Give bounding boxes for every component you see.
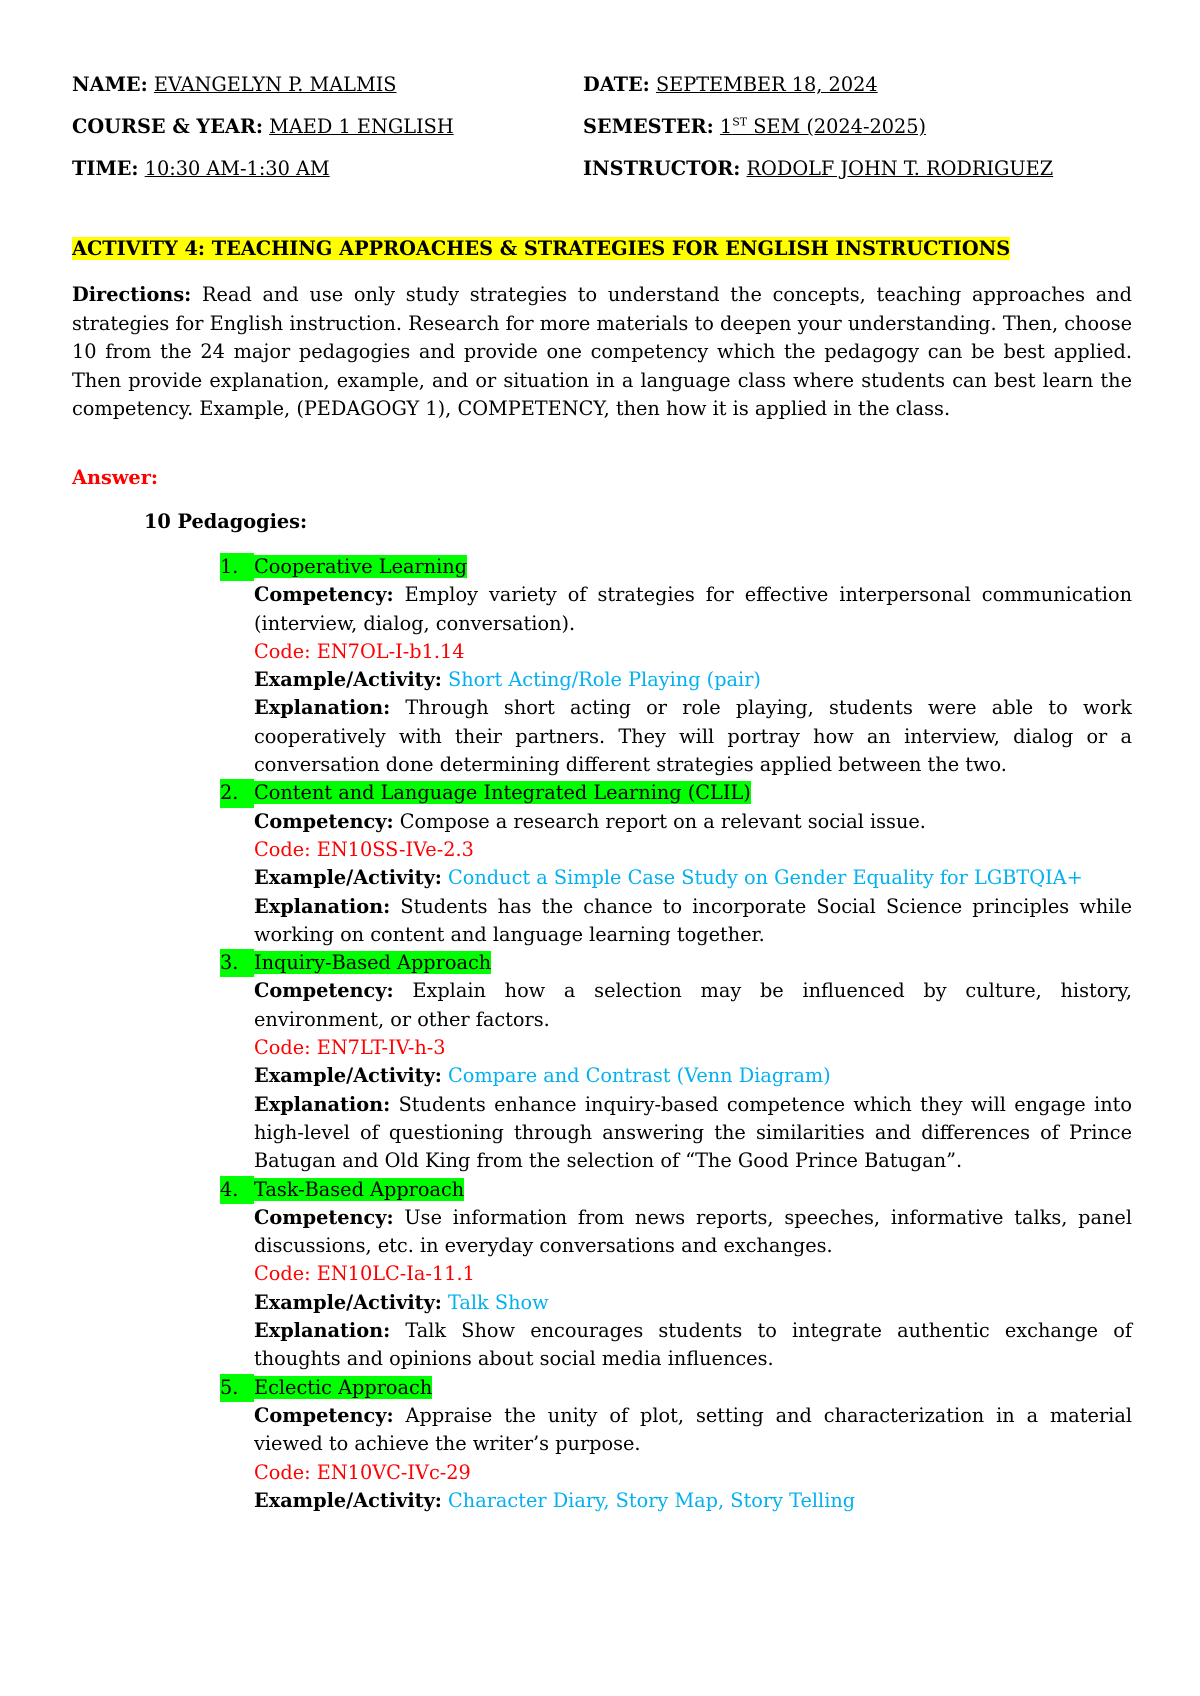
item-explanation: [254, 1091, 1132, 1176]
explanation-label: Explanation:: [254, 894, 391, 918]
item-code: Code: EN7OL-I-b1.14: [254, 639, 465, 663]
semester-value: [720, 115, 926, 138]
explanation-label: Explanation:: [254, 696, 391, 720]
answer-label: Answer:: [72, 466, 158, 489]
item-number: 2.: [220, 779, 254, 807]
competency-text: Employ variety of strategies for effective interpersonal communication (interview, dialog, conversation).: [254, 583, 1132, 635]
time-value: 10:30 AM-1:30 AM: [144, 157, 330, 180]
directions-text: Read and use only study strategies to understand the concepts, teaching approaches and strategies for English instruction. Research for more materials to deepen your understanding. Then, choose 10 from the 24 major pedagogies and provide one competency which the pedagogy can be best applied. Then provide explanation, example, and or situation in a language class where students can best learn the competency. Example, (PEDAGOGY 1), COMPETENCY, then how it is applied in the class.: [72, 283, 1132, 420]
name-label: NAME:: [72, 73, 148, 96]
name-field: [72, 73, 397, 96]
example-text: Conduct a Simple Case Study on Gender Equality for LGBTQIA+: [448, 866, 1083, 890]
competency-label: Competency:: [254, 809, 394, 833]
item-explanation: [254, 1317, 1132, 1374]
competency-label: Competency:: [254, 1205, 394, 1229]
item-number: 1.: [220, 553, 254, 581]
explanation-text: Students enhance inquiry-based competence which they will engage into high-level of questioning through answering the similarities and differences of Prince Batugan and Old King from the selection of “The Good Prince Batugan”.: [254, 1092, 1132, 1173]
activity-title: [72, 237, 1010, 260]
activity-title-text: ACTIVITY 4: TEACHING APPROACHES & STRATEGIES FOR ENGLISH INSTRUCTIONS: [72, 237, 1011, 260]
date-field: [583, 73, 878, 96]
course-field: [72, 115, 454, 138]
directions-paragraph: [72, 281, 1132, 424]
item-heading: [220, 553, 1132, 581]
instructor-value: RODOLF JOHN T. RODRIGUEZ: [746, 157, 1054, 180]
item-title: Eclectic Approach: [254, 1375, 433, 1399]
item-explanation: [254, 694, 1132, 779]
explanation-text: Students has the chance to incorporate Social Science principles while working on content and language learning together.: [254, 894, 1132, 946]
competency-text: Use information from news reports, speeches, informative talks, panel discussions, etc. in everyday conversations and exchanges.: [254, 1205, 1132, 1258]
competency-text: Explain how a selection may be influenced by culture, history, environment, or other factors.: [254, 979, 1132, 1031]
instructor-label: INSTRUCTOR:: [583, 157, 741, 180]
explanation-text: Through short acting or role playing, students were able to work cooperatively with their partners. They will portray how an interview, dialog or a conversation done determining different strategies applied between the two.: [254, 696, 1132, 777]
explanation-label: Explanation:: [254, 1092, 391, 1116]
pedagogy-item: [220, 779, 1132, 949]
date-label: DATE:: [583, 73, 650, 96]
instructor-field: [583, 157, 1053, 180]
item-heading: [220, 1374, 1132, 1402]
item-heading: [220, 779, 1132, 807]
item-heading: [220, 1176, 1132, 1204]
item-example: [254, 864, 1132, 892]
item-title: Task-Based Approach: [254, 1177, 465, 1201]
competency-label: Competency:: [254, 1403, 394, 1427]
item-code: Code: EN10VC-IVc-29: [254, 1460, 471, 1484]
directions-label: Directions:: [72, 283, 192, 306]
example-text: Short Acting/Role Playing (pair): [448, 668, 761, 692]
semester-num: 1: [719, 115, 733, 138]
item-title: Content and Language Integrated Learning (CLIL): [254, 781, 751, 805]
semester-rest: SEM (2024-2025): [747, 115, 927, 138]
item-competency: [254, 808, 1132, 836]
item-example: [254, 1289, 1132, 1317]
item-title: Inquiry-Based Approach: [254, 951, 492, 975]
item-example: [254, 1487, 1132, 1515]
example-label: Example/Activity:: [254, 1064, 442, 1088]
pedagogy-item: [220, 553, 1132, 779]
item-number: 3.: [220, 949, 254, 977]
semester-field: [583, 115, 926, 138]
name-value: EVANGELYN P. MALMIS: [153, 73, 397, 96]
pedagogy-item: [220, 949, 1132, 1175]
item-number: 4.: [220, 1176, 254, 1204]
item-number: 5.: [220, 1374, 254, 1402]
course-value: MAED 1 ENGLISH: [269, 115, 454, 138]
example-label: Example/Activity:: [254, 1488, 442, 1512]
item-example: [254, 1062, 1132, 1090]
explanation-label: Explanation:: [254, 1319, 391, 1343]
example-label: Example/Activity:: [254, 668, 442, 692]
item-code: Code: EN10LC-Ia-11.1: [254, 1262, 475, 1286]
item-competency: [254, 581, 1132, 638]
item-heading: [220, 949, 1132, 977]
competency-text: Appraise the unity of plot, setting and characterization in a material viewed to achieve the writer’s purpose.: [254, 1403, 1132, 1456]
competency-text: Compose a research report on a relevant social issue.: [393, 809, 926, 833]
date-value: SEPTEMBER 18, 2024: [655, 73, 878, 96]
semester-sup: ST: [732, 115, 748, 129]
course-label: COURSE & YEAR:: [72, 115, 263, 138]
example-text: Character Diary, Story Map, Story Telling: [448, 1488, 856, 1512]
time-field: [72, 157, 330, 180]
time-label: TIME:: [72, 157, 139, 180]
pedagogies-label: 10 Pedagogies:: [144, 510, 308, 533]
pedagogy-item: [220, 1176, 1132, 1374]
pedagogy-item: [220, 1374, 1132, 1515]
semester-label: SEMESTER:: [583, 115, 714, 138]
item-title: Cooperative Learning: [254, 555, 468, 578]
item-example: [254, 666, 1132, 694]
item-code: Code: EN7LT-IV-h-3: [254, 1036, 446, 1060]
example-label: Example/Activity:: [254, 866, 442, 890]
example-text: Talk Show: [448, 1290, 549, 1314]
item-competency: [254, 1402, 1132, 1459]
item-competency: [254, 977, 1132, 1034]
example-label: Example/Activity:: [254, 1290, 442, 1314]
example-text: Compare and Contrast (Venn Diagram): [448, 1064, 831, 1088]
pedagogy-list: [220, 553, 1132, 1515]
item-competency: [254, 1204, 1132, 1261]
explanation-text: Talk Show encourages students to integrate authentic exchange of thoughts and opinions about social media influences.: [254, 1319, 1132, 1371]
item-code: Code: EN10SS-IVe-2.3: [254, 837, 474, 861]
competency-label: Competency:: [254, 583, 394, 607]
item-explanation: [254, 893, 1132, 950]
competency-label: Competency:: [254, 979, 394, 1003]
